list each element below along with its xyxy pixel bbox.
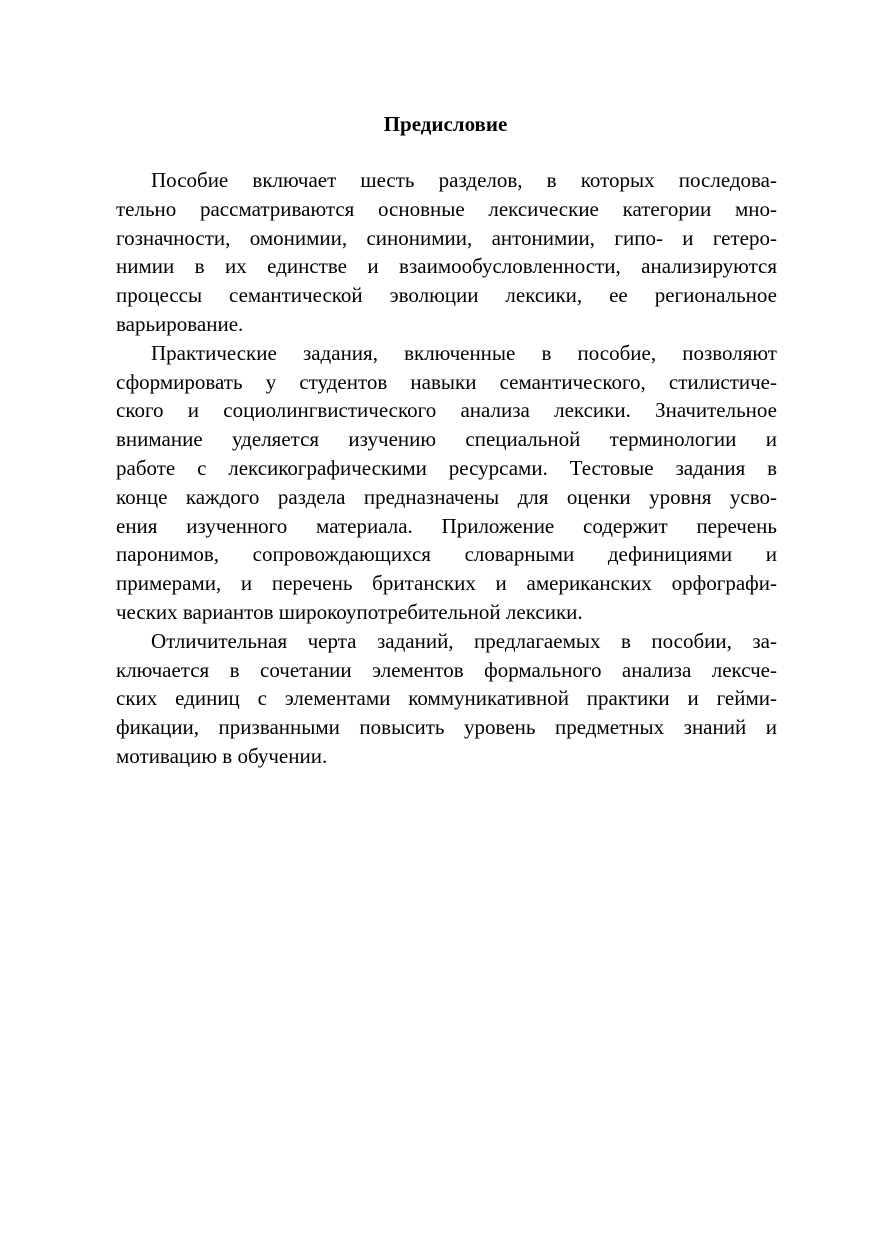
text-line: гозначности, омонимии, синонимии, антонимии, гипо- и гетеро-: [116, 225, 777, 250]
text-line: ческих вариантов широкоупотребительной лексики.: [116, 599, 583, 624]
text-line: мотивацию в обучении.: [116, 743, 328, 768]
text-line: ских единиц с элементами коммуникативной практики и гейми-: [116, 686, 777, 711]
page-title: Предисловие: [383, 112, 508, 136]
text-line: ключается в сочетании элементов формального анализа лексче-: [116, 657, 777, 682]
text-line: внимание уделяется изучению специальной терминологии и: [116, 427, 777, 452]
text-line: паронимов, сопровождающихся словарными дефинициями и: [116, 542, 777, 567]
paragraph: [116, 166, 777, 339]
paragraph: [116, 339, 777, 627]
text-line: фикации, призванными повысить уровень предметных знаний и: [116, 715, 777, 740]
text-line: ского и социолингвистического анализа лексики. Значительное: [116, 398, 777, 423]
text-line: сформировать у студентов навыки семантического, стилистиче-: [116, 369, 777, 394]
text-line: ения изученного материала. Приложение содержит перечень: [116, 513, 777, 538]
text-line: процессы семантической эволюции лексики, ее региональное: [116, 283, 777, 308]
text-line: Практические задания, включенные в пособие, позволяют: [151, 340, 777, 365]
text-line: нимии в их единстве и взаимообусловленности, анализируются: [116, 254, 777, 279]
paragraph: [116, 627, 777, 771]
document-body: [116, 166, 777, 771]
text-line: Пособие включает шесть разделов, в которых последова-: [151, 168, 777, 192]
text-line: конце каждого раздела предназначены для оценки уровня усво-: [116, 484, 777, 509]
text-line: варьирование.: [116, 311, 244, 336]
text-line: работе с лексикографическими ресурсами. Тестовые задания в: [116, 455, 777, 480]
text-line: примерами, и перечень британских и американских орфографи-: [116, 571, 777, 596]
text-line: тельно рассматриваются основные лексические категории мно-: [116, 196, 777, 221]
text-line: Отличительная черта заданий, предлагаемых в пособии, за-: [151, 628, 777, 653]
